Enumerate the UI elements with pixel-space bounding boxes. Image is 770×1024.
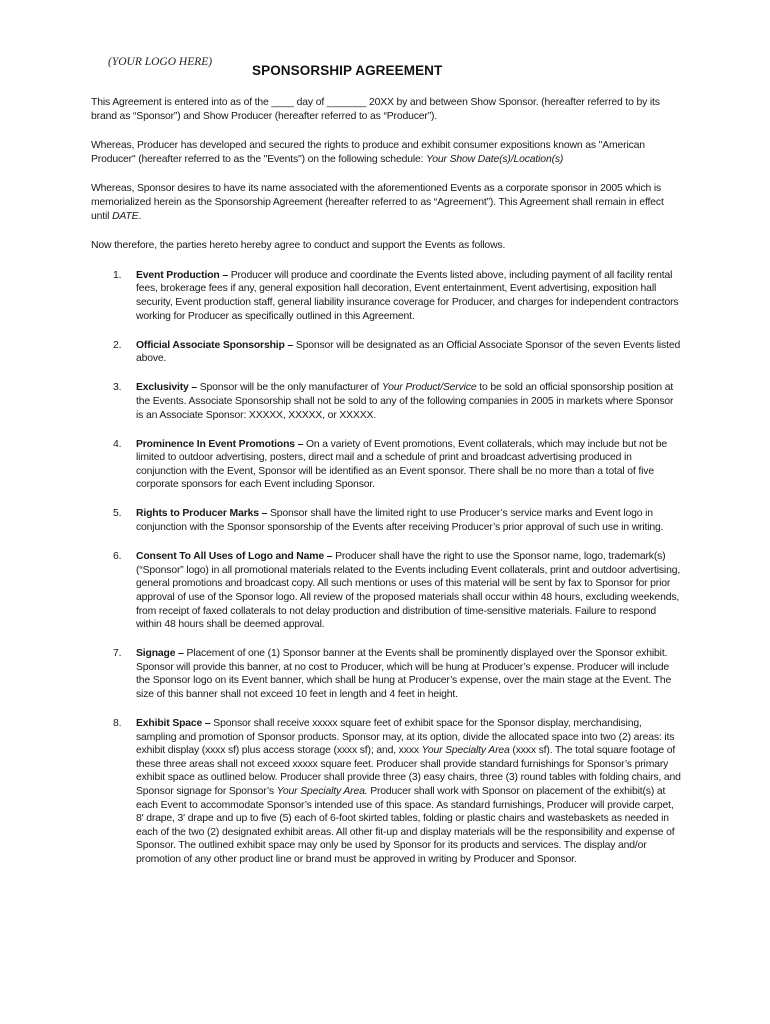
item-heading: Exhibit Space – [136,718,211,730]
item-number: 4. [113,438,122,450]
item-text: Sponsor shall have the limited right to use Producer’s service marks and Event logo in conjunction with the Sponsor sponsorship of the Events after receiving Producer’s prior approval of such use in writing. [136,508,664,534]
item-text: (xxxx sf). The total square footage of these three areas shall not exceed xxxxx square feet. Producer shall provide standard furnishings for Sponsor’s primary exhibit space as outlined below. Producer shall provide three (3) easy chairs, three (3) round tables with folding chairs, and Sponsor signage for Sponsor’s [136,745,681,798]
item-text: Producer will produce and coordinate the Events listed above, including payment of all facility rental fees, brokerage fees if any, general exposition hall decoration, Event entertainment, Event advertising, exposition hall security, Event production staff, general liability insurance coverage for Producer, and charges for independent contractors working for Producer as specifically outlined in this Agreement. [136,269,679,322]
item-text: Sponsor will be the only manufacturer of [197,382,382,394]
item-text: Placement of one (1) Sponsor banner at the Events shall be prominently displayed over the Sponsor exhibit. Sponsor will provide this banner, at no cost to Producer, which will be hung at Producer’s expense. Producer will include the Sponsor logo on its Event banner, which shall be hung at Producer’s expense, over the main stage at the Event. The size of this banner shall not exceed 10 feet in length and 4 feet in height. [136,648,672,700]
item-number: 2. [113,339,122,351]
item-heading: Consent To All Uses of Logo and Name – [136,551,333,563]
item-number: 3. [113,382,122,394]
item-number: 1. [113,269,122,281]
list-item [91,507,681,534]
item-number: 7. [113,648,122,660]
list-item [91,717,681,867]
item-heading: Prominence In Event Promotions – [136,438,304,450]
intro-paragraph-4: Now therefore, the parties hereto hereby agree to conduct and support the Events as follows. [91,240,506,252]
intro-paragraph-1: This Agreement is entered into as of the ____ day of _______ 20XX by and between Show Sponsor. (hereafter referred to by its brand as “Sponsor”) and Show Producer (hereafter referred to as “Producer”). [91,97,660,122]
item-text: Producer shall work with Sponsor on placement of the exhibit(s) at each Event to accommodate Sponsor’s intended use of this space. As standard furnishings, Producer will provide carpet, 8' drape, 3' drape and up to five (5) each of 6-foot skirted tables, folding or plastic chairs and wastebaskets as needed in each of the two (2) designated exhibit areas. All other fit-up and display materials will be the responsibility and expense of Sponsor. The outlined exhibit space may only be used by Sponsor for its products and services. The display and/or promotion of any other product line or brand must be approved in writing by Producer and Sponsor. [136,786,675,866]
document-body [91,96,681,882]
item-number: 5. [113,508,122,520]
list-item [91,381,681,422]
intro-p2-text: Whereas, Producer has developed and secured the rights to produce and exhibit consumer expositions known as "American Producer" (hereafter referred to as the "Events") on the following schedule: [91,140,645,165]
logo-placeholder: (YOUR LOGO HERE) [108,56,213,68]
product-placeholder: Your Product/Service [381,382,477,394]
intro-paragraph-2 [91,139,681,166]
list-item [91,438,681,492]
item-text: Sponsor shall receive xxxxx square feet of exhibit space for the Sponsor display, merchandising, sampling and promotion of Sponsor products. Sponsor may, at its option, divide the allocated space into two (2) areas: its exhibit display (xxxx sf) plus access storage (xxxx sf); and, xxxx [136,718,675,757]
intro-paragraph-3 [91,182,681,223]
specialty-area-placeholder: Your Specialty Area. [276,786,368,798]
item-heading: Event Production – [136,269,228,281]
item-text: Sponsor will be designated as an Official Associate Sponsor of the seven Events listed above. [136,339,681,365]
item-heading: Rights to Producer Marks – [136,508,268,520]
list-item [91,647,681,701]
item-text: Producer shall have the right to use the Sponsor name, logo, trademark(s) (“Sponsor” logo) in all promotional materials related to the Events including Event collaterals, print and outdoor advertising, general promotions and broadcast copy. All such mentions or uses of this material will be sent by fax to Sponsor for prior approval of use of the Sponsor logo. All review of the proposed materials shall occur within 48 hours, excluding weekends, from receipt of faxed collaterals to not delay production and distribution of time-sensitive materials. Failure to respond within 48 hours shall be deemed approval. [136,551,681,631]
terms-list [91,269,681,867]
item-text: On a variety of Event promotions, Event collaterals, which may include but not be limited to outdoor advertising, posters, direct mail and a schedule of print and broadcast advertising produced in conjunction with the Event, Sponsor will be identified as an Event sponsor. There shall be no more than a total of five corporate sponsors for each Event including Sponsor. [136,438,667,491]
specialty-area-placeholder: Your Specialty Area [421,745,510,757]
list-item [91,269,681,323]
item-heading: Exclusivity – [136,382,198,394]
intro-p3-end: . [138,210,142,222]
list-item [91,339,681,366]
item-heading: Signage – [136,648,184,660]
list-item [91,550,681,632]
intro-p3-text: Whereas, Sponsor desires to have its name associated with the aforementioned Events as a corporate sponsor in 2005 which is memorialized herein as the Sponsorship Agreement (hereafter referred to as “Agreement”). This Agreement shall remain in effect until [91,183,664,222]
item-heading: Official Associate Sponsorship – [136,339,294,351]
item-number: 6. [113,551,122,563]
date-placeholder: DATE [112,210,139,222]
item-number: 8. [113,718,122,730]
document-title: SPONSORSHIP AGREEMENT [252,63,443,78]
item-text: to be sold an official sponsorship position at the Events. Associate Sponsorship shall not be sold to any of the following companies in 2005 in markets where Sponsor is an Associate Sponsor: XXXXX, XXXXX, or XXXXX. [136,382,674,421]
show-dates-placeholder: Your Show Date(s)/Location(s) [426,153,564,165]
